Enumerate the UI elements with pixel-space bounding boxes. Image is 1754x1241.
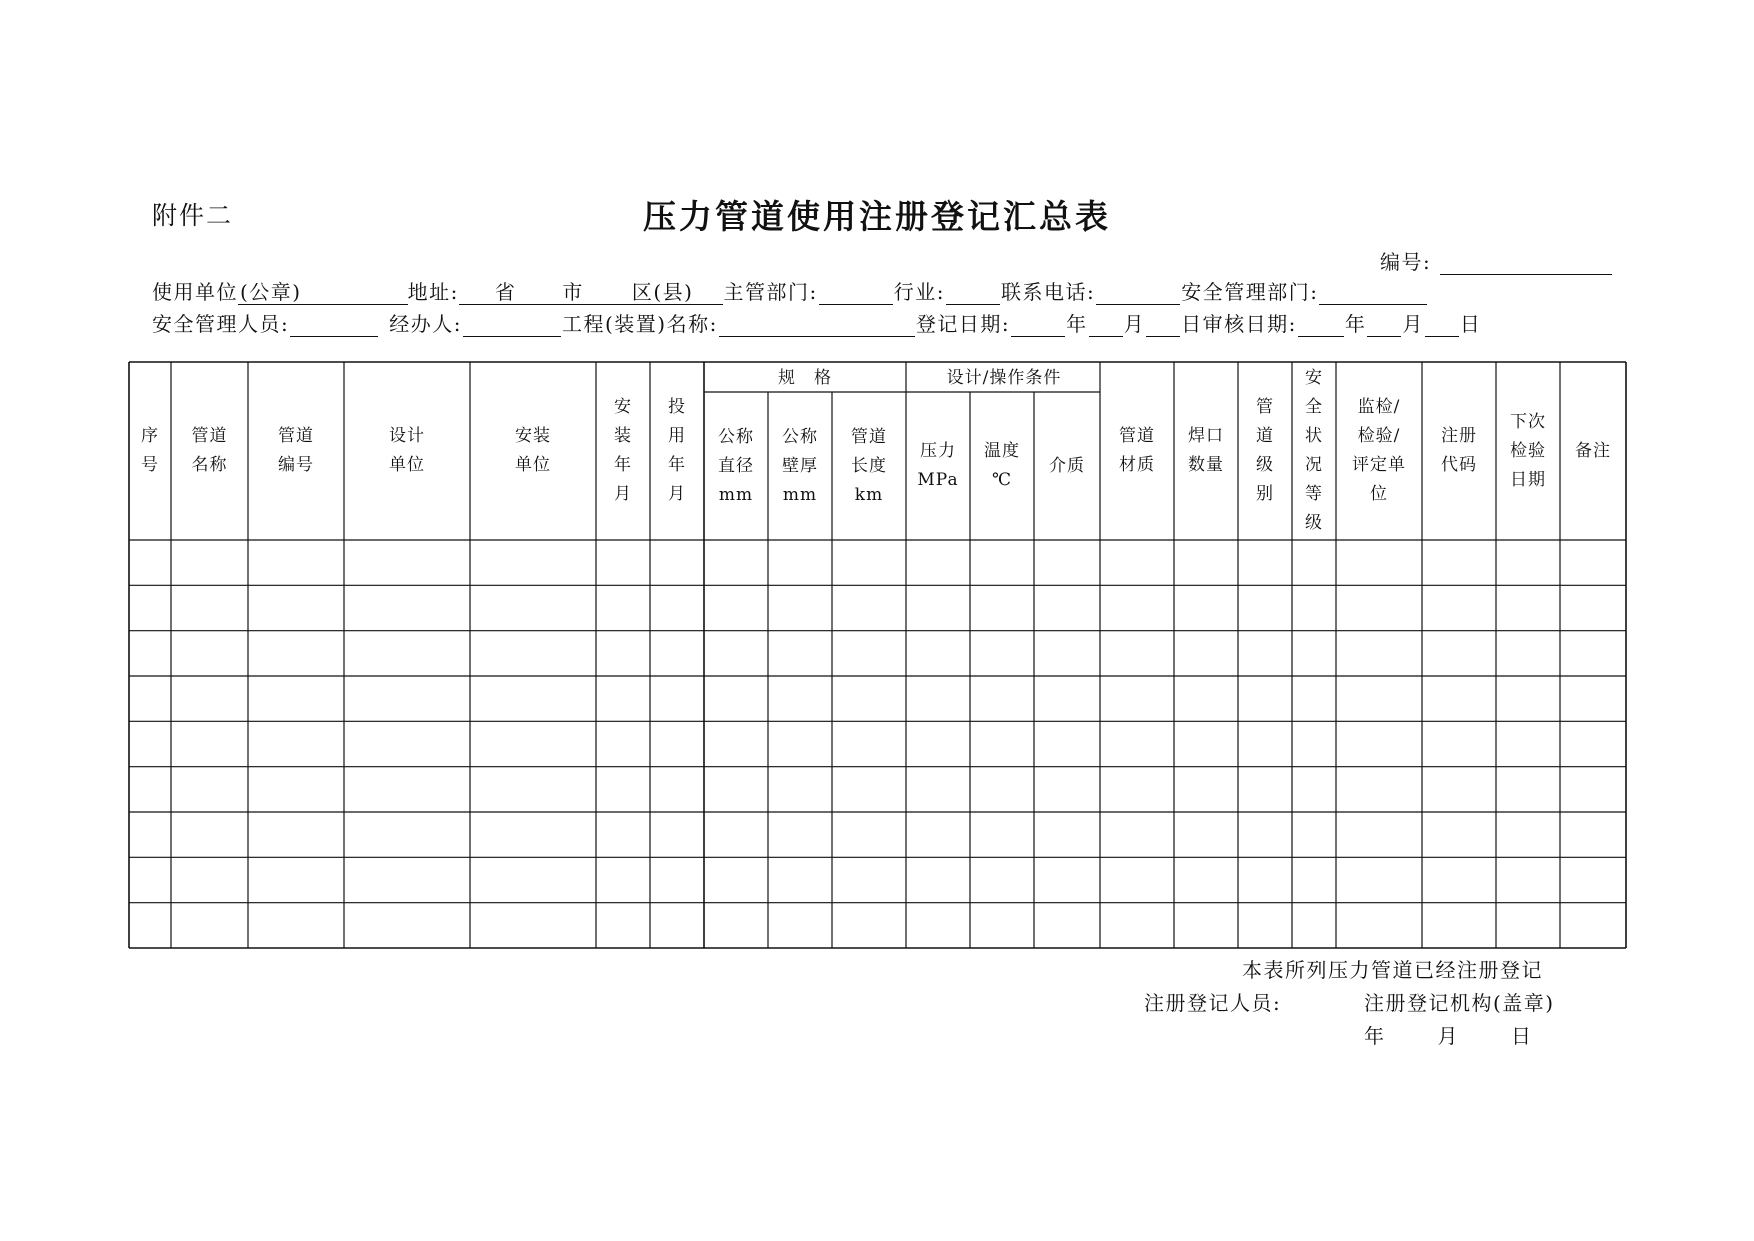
table-cell[interactable] — [1560, 857, 1626, 902]
table-cell[interactable] — [1292, 631, 1336, 676]
table-cell[interactable] — [129, 903, 171, 948]
reg-date-label: 登记日期: — [915, 312, 1011, 336]
table-cell[interactable] — [1100, 721, 1174, 766]
table-cell[interactable] — [1560, 631, 1626, 676]
table-cell[interactable] — [1496, 585, 1560, 630]
table-cell[interactable] — [832, 631, 906, 676]
reg-year-label: 年 — [1066, 312, 1088, 336]
table-cell[interactable] — [1292, 676, 1336, 721]
table-cell[interactable] — [970, 585, 1034, 630]
table-cell[interactable] — [248, 540, 344, 585]
table-cell[interactable] — [129, 676, 171, 721]
column-header-text: 管道 长度 km — [851, 426, 887, 505]
table-cell[interactable] — [1034, 721, 1100, 766]
table-cell[interactable] — [1034, 857, 1100, 902]
table-cell[interactable] — [171, 676, 248, 721]
table-cell[interactable] — [1422, 540, 1496, 585]
column-header — [970, 392, 1034, 540]
table-cell[interactable] — [1238, 812, 1292, 857]
table-cell[interactable] — [650, 812, 704, 857]
column-header — [1336, 362, 1422, 540]
table-cell[interactable] — [1560, 721, 1626, 766]
table-cell[interactable] — [1292, 812, 1336, 857]
table-cell[interactable] — [650, 903, 704, 948]
table-cell[interactable] — [344, 676, 470, 721]
table-cell[interactable] — [1292, 857, 1336, 902]
table-cell[interactable] — [1422, 903, 1496, 948]
table-cell[interactable] — [1238, 540, 1292, 585]
table-cell[interactable] — [832, 767, 906, 812]
table-cell[interactable] — [1560, 767, 1626, 812]
table-cell[interactable] — [129, 585, 171, 630]
table-cell[interactable] — [1034, 767, 1100, 812]
attachment-label: 附件二 — [152, 201, 234, 230]
table-cell[interactable] — [470, 857, 596, 902]
table-cell[interactable] — [470, 540, 596, 585]
table-cell[interactable] — [1174, 585, 1238, 630]
table-cell[interactable] — [650, 767, 704, 812]
table-cell[interactable] — [650, 631, 704, 676]
table-cell[interactable] — [768, 721, 832, 766]
table-cell[interactable] — [832, 540, 906, 585]
table-cell[interactable] — [1496, 812, 1560, 857]
table-cell[interactable] — [596, 903, 650, 948]
serial-label: 编号: — [1380, 250, 1432, 274]
table-cell[interactable] — [704, 676, 768, 721]
table-cell[interactable] — [1422, 585, 1496, 630]
table-cell[interactable] — [704, 540, 768, 585]
table-cell[interactable] — [768, 767, 832, 812]
table-cell[interactable] — [1422, 631, 1496, 676]
table-cell[interactable] — [1292, 721, 1336, 766]
dept-label: 主管部门: — [723, 280, 818, 304]
table-cell[interactable] — [832, 721, 906, 766]
table-cell[interactable] — [1034, 903, 1100, 948]
table-cell[interactable] — [248, 903, 344, 948]
column-header — [832, 392, 906, 540]
column-header — [768, 392, 832, 540]
table-cell[interactable] — [704, 767, 768, 812]
audit-day-label: 日 — [1459, 312, 1482, 336]
table-cell[interactable] — [1560, 676, 1626, 721]
table-cell[interactable] — [1034, 631, 1100, 676]
column-header — [470, 362, 596, 540]
footer-date — [1364, 1020, 1533, 1049]
table-cell[interactable] — [1174, 903, 1238, 948]
table-cell[interactable] — [470, 903, 596, 948]
table-cell[interactable] — [1034, 676, 1100, 721]
table-cell[interactable] — [1034, 585, 1100, 630]
user-unit-label: 使用单位 — [152, 280, 238, 304]
table-cell[interactable] — [596, 631, 650, 676]
column-header-text: 管道 编号 — [278, 426, 314, 475]
table-cell[interactable] — [344, 857, 470, 902]
table-cell[interactable] — [1100, 676, 1174, 721]
table-cell[interactable] — [1100, 585, 1174, 630]
table-cell[interactable] — [970, 676, 1034, 721]
table-cell[interactable] — [704, 903, 768, 948]
table-cell[interactable] — [1496, 540, 1560, 585]
table-cell[interactable] — [248, 585, 344, 630]
table-cell[interactable] — [1100, 903, 1174, 948]
column-header-text: 监检/ 检验/ 评定单 位 — [1352, 397, 1406, 504]
table-cell[interactable] — [1496, 676, 1560, 721]
table-cell[interactable] — [1560, 585, 1626, 630]
table-cell[interactable] — [1238, 903, 1292, 948]
table-cell[interactable] — [768, 812, 832, 857]
table-cell[interactable] — [650, 857, 704, 902]
industry-label: 行业: — [893, 280, 945, 304]
table-cell[interactable] — [248, 676, 344, 721]
table-cell[interactable] — [596, 676, 650, 721]
table-cell[interactable] — [1560, 540, 1626, 585]
table-cell[interactable] — [1292, 540, 1336, 585]
table-cell[interactable] — [1496, 767, 1560, 812]
table-cell[interactable] — [1174, 721, 1238, 766]
table-cell[interactable] — [1174, 857, 1238, 902]
column-header-text: 管 道 级 别 — [1256, 397, 1274, 504]
column-header-text: 公称 直径 mm — [718, 426, 754, 505]
table-cell[interactable] — [1496, 903, 1560, 948]
district-label: 区(县) — [631, 280, 694, 304]
table-cell[interactable] — [1238, 721, 1292, 766]
table-cell[interactable] — [1238, 767, 1292, 812]
table-cell[interactable] — [171, 721, 248, 766]
table-cell[interactable] — [129, 721, 171, 766]
table-cell[interactable] — [1560, 812, 1626, 857]
table-cell[interactable] — [650, 585, 704, 630]
column-header-text: 注册 代码 — [1441, 426, 1477, 475]
table-cell[interactable] — [470, 721, 596, 766]
column-header — [1422, 362, 1496, 540]
table-cell[interactable] — [1336, 767, 1422, 812]
table-cell[interactable] — [1496, 631, 1560, 676]
table-cell[interactable] — [470, 812, 596, 857]
table-cell[interactable] — [970, 812, 1034, 857]
table-cell[interactable] — [768, 540, 832, 585]
table-cell[interactable] — [906, 767, 970, 812]
column-header-text: 公称 壁厚 mm — [782, 426, 818, 505]
table-cell[interactable] — [129, 767, 171, 812]
table-cell[interactable] — [1292, 585, 1336, 630]
table-cell[interactable] — [906, 540, 970, 585]
table-cell[interactable] — [1100, 631, 1174, 676]
table-cell[interactable] — [704, 631, 768, 676]
table-cell[interactable] — [344, 540, 470, 585]
table-cell[interactable] — [906, 585, 970, 630]
column-header-text: 备注 — [1575, 440, 1611, 461]
agency-label: 注册登记机构(盖章) — [1364, 991, 1555, 1015]
table-cell[interactable] — [1336, 857, 1422, 902]
design-group-header: 设计/操作条件 — [946, 368, 1062, 388]
table-cell[interactable] — [1496, 857, 1560, 902]
address-label: 地址: — [407, 280, 459, 304]
column-header — [248, 362, 344, 540]
column-header-text: 安装 单位 — [515, 426, 551, 475]
table-cell[interactable] — [248, 857, 344, 902]
table-cell[interactable] — [248, 721, 344, 766]
table-cell[interactable] — [470, 631, 596, 676]
table-cell[interactable] — [171, 812, 248, 857]
table-cell[interactable] — [171, 767, 248, 812]
table-cell[interactable] — [970, 540, 1034, 585]
province-label: 省 — [494, 280, 517, 304]
spec-group-header: 规 格 — [778, 368, 832, 388]
table-cell[interactable] — [832, 903, 906, 948]
table-cell[interactable] — [1238, 676, 1292, 721]
table-cell[interactable] — [1336, 585, 1422, 630]
table-cell[interactable] — [1034, 540, 1100, 585]
table-cell[interactable] — [129, 631, 171, 676]
table-cell[interactable] — [1422, 857, 1496, 902]
table-cell[interactable] — [171, 857, 248, 902]
table-cell[interactable] — [704, 721, 768, 766]
table-cell[interactable] — [1496, 721, 1560, 766]
table-cell[interactable] — [470, 676, 596, 721]
table-cell[interactable] — [344, 585, 470, 630]
column-header — [650, 362, 704, 540]
table-cell[interactable] — [344, 903, 470, 948]
table-cell[interactable] — [344, 721, 470, 766]
table-cell[interactable] — [1422, 676, 1496, 721]
table-cell[interactable] — [344, 631, 470, 676]
column-header — [344, 362, 470, 540]
table-cell[interactable] — [1100, 767, 1174, 812]
city-label: 市 — [562, 280, 584, 304]
table-cell[interactable] — [1100, 540, 1174, 585]
column-header — [1174, 362, 1238, 540]
table-cell[interactable] — [344, 812, 470, 857]
table-cell[interactable] — [970, 767, 1034, 812]
table-cell[interactable] — [129, 540, 171, 585]
table-cell[interactable] — [768, 903, 832, 948]
table-cell[interactable] — [906, 857, 970, 902]
footer-day: 日 — [1511, 1024, 1533, 1048]
safety-person-label: 安全管理人员: — [152, 312, 290, 336]
table-cell[interactable] — [344, 767, 470, 812]
table-cell[interactable] — [970, 631, 1034, 676]
column-header — [129, 362, 171, 540]
table-cell[interactable] — [1174, 676, 1238, 721]
audit-month-label: 月 — [1402, 312, 1424, 336]
table-cell[interactable] — [970, 903, 1034, 948]
audit-date-label: 审核日期: — [1202, 312, 1297, 336]
table-cell[interactable] — [1336, 903, 1422, 948]
footer-year: 年 — [1364, 1024, 1386, 1048]
audit-year-label: 年 — [1344, 312, 1367, 336]
column-header-text: 安 全 状 况 等 级 — [1305, 368, 1323, 533]
table-cell[interactable] — [650, 721, 704, 766]
table-cell[interactable] — [1174, 540, 1238, 585]
table-cell[interactable] — [1238, 585, 1292, 630]
table-cell[interactable] — [248, 812, 344, 857]
table-cell[interactable] — [650, 676, 704, 721]
table-cell[interactable] — [596, 812, 650, 857]
safety-dept-label: 安全管理部门: — [1181, 280, 1319, 304]
table-cell[interactable] — [129, 812, 171, 857]
table-cell[interactable] — [1336, 631, 1422, 676]
table-cell[interactable] — [1422, 767, 1496, 812]
reg-month-label: 月 — [1123, 312, 1146, 336]
table-cell[interactable] — [1238, 631, 1292, 676]
column-header-text: 管道 名称 — [191, 426, 228, 475]
table-cell[interactable] — [704, 812, 768, 857]
table-cell[interactable] — [704, 857, 768, 902]
column-header-text: 温度 ℃ — [984, 441, 1020, 490]
table-cell[interactable] — [1174, 812, 1238, 857]
column-header — [596, 362, 650, 540]
column-header — [1560, 362, 1626, 540]
table-cell[interactable] — [1100, 812, 1174, 857]
phone-label: 联系电话: — [1000, 280, 1096, 304]
page-title: 压力管道使用注册登记汇总表 — [643, 197, 1111, 236]
table-cell[interactable] — [596, 585, 650, 630]
column-header — [1238, 362, 1292, 540]
table-cell[interactable] — [470, 767, 596, 812]
table-cell[interactable] — [596, 857, 650, 902]
table-cell[interactable] — [1238, 857, 1292, 902]
column-header-text: 投 用 年 月 — [668, 397, 686, 504]
table-cell[interactable] — [1292, 767, 1336, 812]
table-cell[interactable] — [596, 540, 650, 585]
column-header — [1100, 362, 1174, 540]
column-header — [1034, 392, 1100, 540]
table-cell[interactable] — [248, 631, 344, 676]
handler-label: 经办人: — [389, 312, 462, 336]
table-cell[interactable] — [171, 631, 248, 676]
table-cell[interactable] — [906, 721, 970, 766]
table-cell[interactable] — [171, 903, 248, 948]
table-cell[interactable] — [768, 676, 832, 721]
table-cell[interactable] — [832, 585, 906, 630]
table-cell[interactable] — [906, 631, 970, 676]
column-header — [171, 362, 248, 540]
table-cell[interactable] — [1422, 721, 1496, 766]
table-cell[interactable] — [1034, 812, 1100, 857]
table-cell[interactable] — [129, 857, 171, 902]
table-cell[interactable] — [906, 676, 970, 721]
table-cell[interactable] — [832, 676, 906, 721]
table-cell[interactable] — [832, 857, 906, 902]
column-header-text: 序 号 — [141, 426, 159, 475]
reg-day-label: 日 — [1181, 312, 1203, 336]
project-label: 工程(装置)名称: — [562, 312, 718, 336]
table-cell[interactable] — [1336, 540, 1422, 585]
column-header-text: 管道 材质 — [1119, 426, 1155, 475]
table-cell[interactable] — [768, 631, 832, 676]
registrar-label: 注册登记人员: — [1144, 991, 1282, 1015]
table-cell[interactable] — [1336, 676, 1422, 721]
column-header-text: 介质 — [1049, 455, 1085, 476]
table-cell[interactable] — [1336, 812, 1422, 857]
table-cell[interactable] — [1336, 721, 1422, 766]
table-cell[interactable] — [704, 585, 768, 630]
table-cell[interactable] — [1174, 767, 1238, 812]
table-cell[interactable] — [906, 903, 970, 948]
table-cell[interactable] — [768, 585, 832, 630]
user-unit-stamp: (公章) — [240, 280, 302, 304]
column-header — [1292, 362, 1336, 540]
table-cell[interactable] — [171, 540, 248, 585]
column-header — [704, 392, 768, 540]
column-header-text: 安 装 年 月 — [614, 397, 632, 504]
table-cell[interactable] — [970, 721, 1034, 766]
table-cell[interactable] — [248, 767, 344, 812]
column-header-text: 下次 检验 日期 — [1510, 411, 1546, 490]
column-header-text: 设计 单位 — [389, 426, 425, 475]
table-cell[interactable] — [768, 857, 832, 902]
table-cell[interactable] — [1174, 631, 1238, 676]
table-cell[interactable] — [1560, 903, 1626, 948]
column-header — [906, 392, 970, 540]
column-header — [1496, 362, 1560, 540]
table-cell[interactable] — [1422, 812, 1496, 857]
table-cell[interactable] — [832, 812, 906, 857]
table-cell[interactable] — [1292, 903, 1336, 948]
footer-month: 月 — [1437, 1024, 1459, 1048]
column-header-text: 压力 MPa — [917, 441, 959, 490]
column-header-text: 焊口 数量 — [1188, 426, 1224, 475]
table-cell[interactable] — [970, 857, 1034, 902]
table-cell[interactable] — [1100, 857, 1174, 902]
table-cell[interactable] — [596, 721, 650, 766]
table-cell[interactable] — [470, 585, 596, 630]
table-cell[interactable] — [171, 585, 248, 630]
table-cell[interactable] — [596, 767, 650, 812]
table-cell[interactable] — [650, 540, 704, 585]
footer-note: 本表所列压力管道已经注册登记 — [1242, 958, 1543, 982]
table-cell[interactable] — [906, 812, 970, 857]
